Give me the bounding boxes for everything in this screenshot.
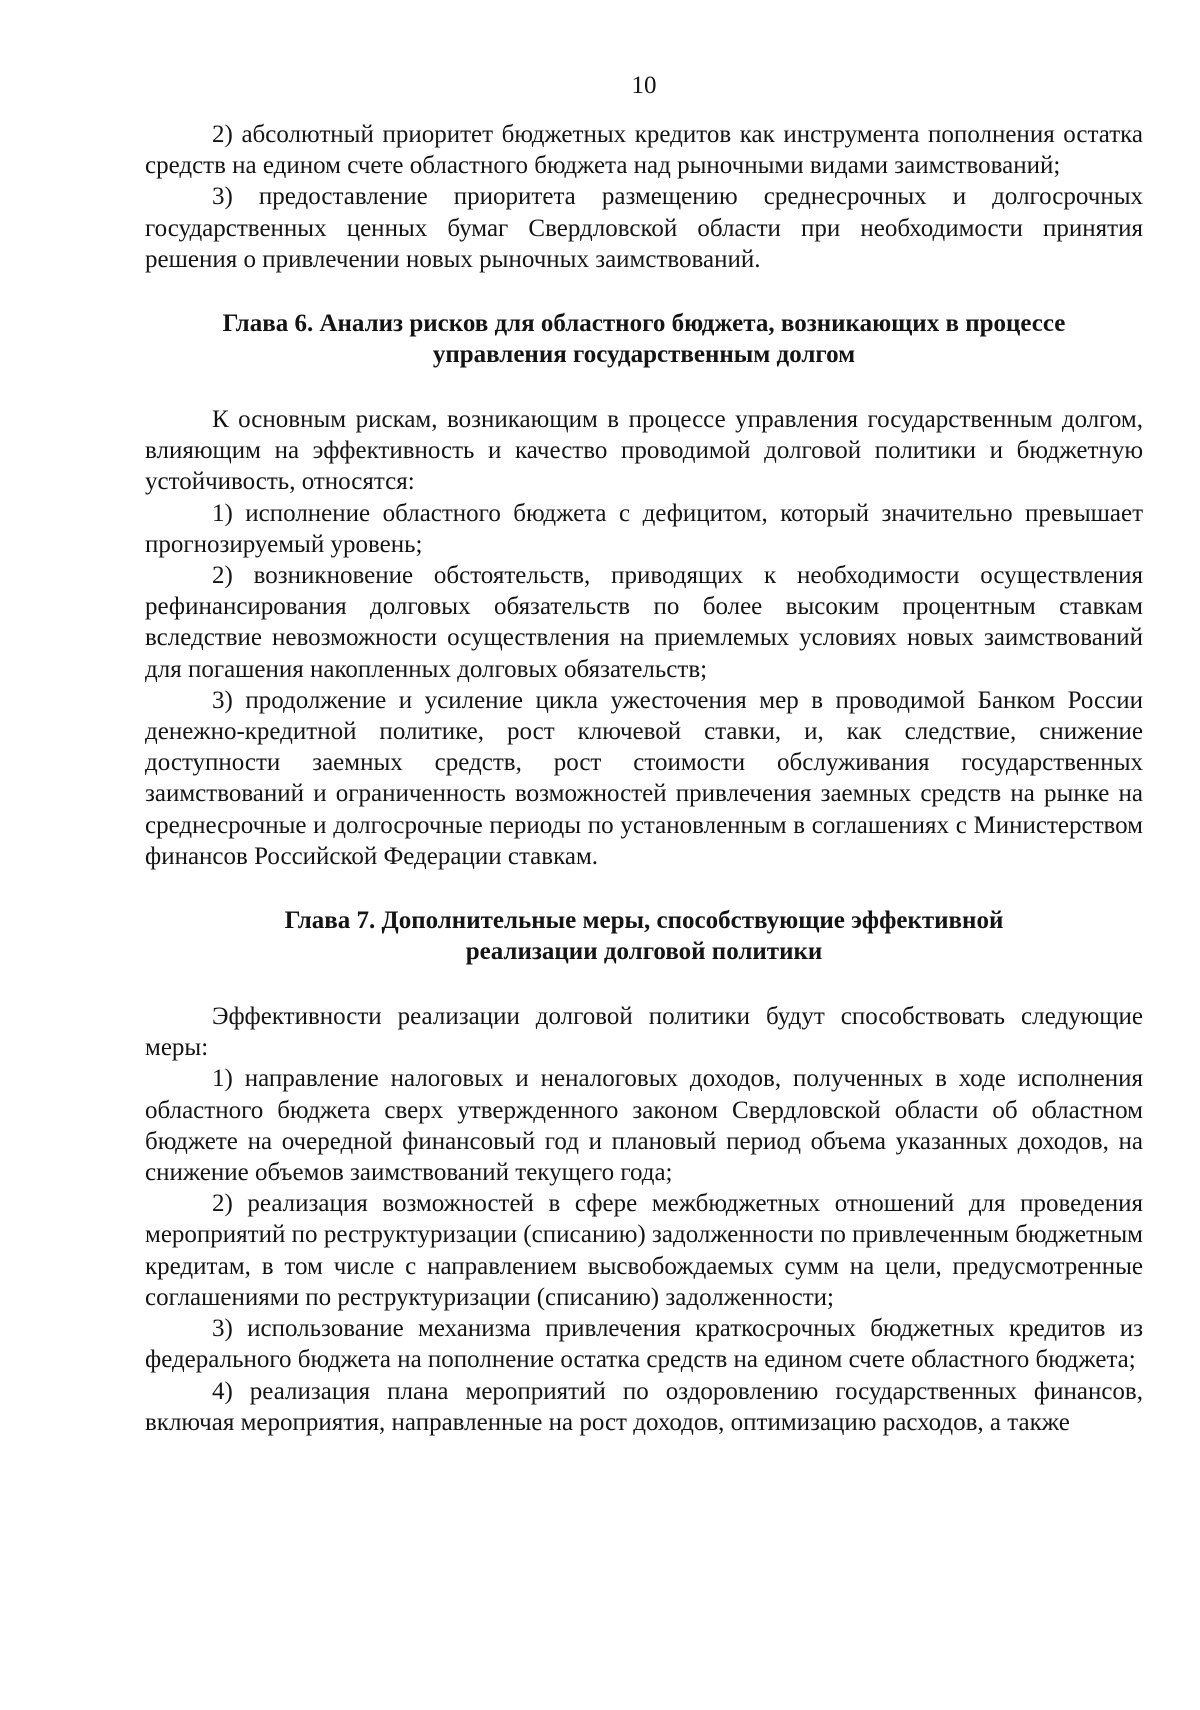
chapter-7-heading [145, 905, 1143, 967]
paragraph: 3) предоставление приоритета размещению среднесрочных и долгосрочных государственных ценных бумаг Свердловской области при необходимости принятия решения о привлечении новых рыночных заимствований. [145, 183, 1143, 273]
paragraph: 2) абсолютный приоритет бюджетных кредитов как инструмента пополнения остатка средств на едином счете областного бюджета над рыночными видами заимствований; [145, 121, 1143, 180]
chapter-6-heading [145, 308, 1143, 370]
paragraph: К основным рискам, возникающим в процессе управления государственным долгом, влияющим на эффективность и качество проводимой долговой политики и бюджетную устойчивость, относятся: [145, 406, 1143, 496]
section-chapter-6 [145, 308, 1143, 872]
heading-line: Глава 6. Анализ рисков для областного бюджета, возникающих в процессе [222, 310, 1066, 338]
paragraph: 1) направление налоговых и неналоговых доходов, полученных в ходе исполнения областного бюджета сверх утвержденного законом Свердловской области об областном бюджете на очередной финансовый год и плановый период объема указанных доходов, на снижение объемов заимствований текущего года; [145, 1065, 1143, 1187]
heading-line: управления государственным долгом [432, 341, 856, 369]
paragraph: 1) исполнение областного бюджета с дефицитом, который значительно превышает прогнозируемый уровень; [145, 499, 1143, 558]
paragraph: 2) реализация возможностей в сфере межбюджетных отношений для проведения мероприятий по реструктуризации (списанию) задолженности по привлеченным бюджетным кредитам, в том числе с направлением высвобождаемых сумм на цели, предусмотренные соглашениями по реструктуризации (списанию) задолженности; [145, 1190, 1143, 1311]
paragraph: Эффективности реализации долговой политики будут способствовать следующие меры: [145, 1003, 1143, 1062]
heading-line: Глава 7. Дополнительные меры, способствующие эффективной [284, 907, 1004, 935]
paragraph: 3) использование механизма привлечения краткосрочных бюджетных кредитов из федерального бюджета на пополнение остатка средств на едином счете областного бюджета; [145, 1315, 1143, 1374]
heading-line: реализации долговой политики [465, 938, 823, 966]
page-number: 10 [631, 72, 657, 99]
paragraph: 3) продолжение и усиление цикла ужесточения мер в проводимой Банком России денежно-кредитной политике, рост ключевой ставки, и, как следствие, снижение доступности заемных средств, рост стоимости обслуживания государственных заимствований и ограниченность возможностей привлечения заемных средств на рынке на среднесрочные и долгосрочные периоды по установленным в соглашениях с Министерством финансов Российской Федерации ставкам. [145, 686, 1143, 870]
section-chapter-7 [145, 905, 1143, 1438]
paragraph: 2) возникновение обстоятельств, приводящих к необходимости осуществления рефинансирования долговых обязательств по более высоким процентным ставкам вследствие невозможности осуществления на приемлемых условиях новых заимствований для погашения накопленных долговых обязательств; [145, 562, 1143, 683]
section-intro-list [145, 119, 1143, 275]
paragraph: 4) реализация плана мероприятий по оздоровлению государственных финансов, включая мероприятия, направленные на рост доходов, оптимизацию расходов, а также [145, 1377, 1143, 1436]
